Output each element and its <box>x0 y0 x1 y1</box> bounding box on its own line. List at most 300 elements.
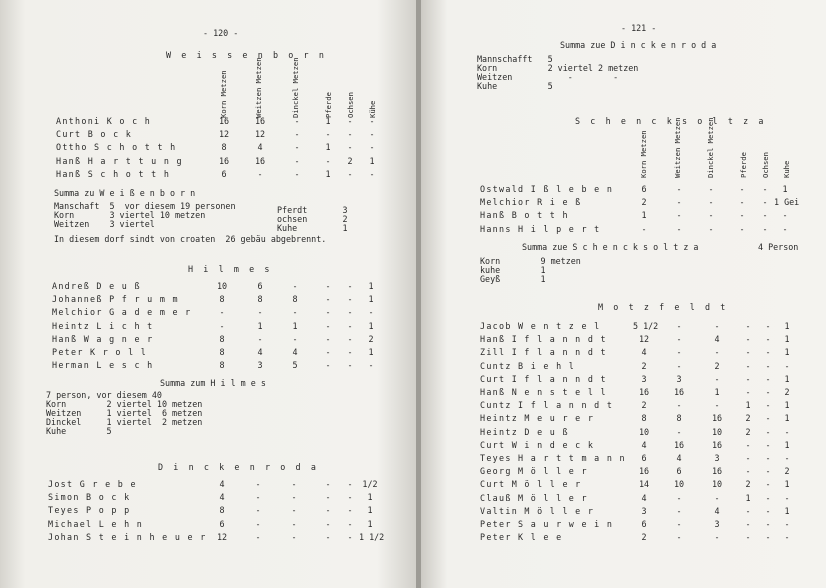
row-name: Heintz D e u ß <box>480 426 569 437</box>
row-name: Michael L e h n <box>48 518 144 529</box>
cell-value: - <box>676 334 682 345</box>
cell-value: - <box>347 116 353 126</box>
cell-value: 1 <box>784 373 790 384</box>
cell-value: 8 <box>221 142 227 153</box>
cell-value: - <box>765 439 771 450</box>
cell-value: 2 <box>745 479 751 490</box>
cell-value: - <box>762 223 768 234</box>
cell-value: - <box>347 531 353 542</box>
cell-value: 4 <box>641 439 647 450</box>
column-header: Ochsen <box>761 152 770 178</box>
cell-value: 1 <box>745 492 751 503</box>
cell-value: - <box>325 320 331 331</box>
cell-value: 1 <box>325 168 331 179</box>
column-header: Dinckel Metzen <box>291 57 300 118</box>
cell-value: 10 <box>711 479 723 490</box>
cell-value: 1 <box>784 413 790 424</box>
cell-value: 2 <box>368 333 374 344</box>
cell-value: - <box>291 492 297 503</box>
cell-value: - <box>255 479 261 489</box>
cell-value: - <box>347 505 353 516</box>
cell-value: - <box>347 142 353 153</box>
cell-value: 4 <box>714 505 720 516</box>
cell-value: - <box>294 142 300 153</box>
cell-value: 16 <box>711 413 723 424</box>
cell-value: - <box>739 184 745 194</box>
cell-value: - <box>739 223 745 234</box>
cell-value: 1 <box>368 347 374 357</box>
cell-value: - <box>765 373 771 384</box>
cell-value: - <box>676 347 682 358</box>
cell-value: - <box>762 197 768 208</box>
cell-value: - <box>762 184 768 194</box>
cell-value: 2 <box>641 360 647 371</box>
cell-value: - <box>708 210 714 221</box>
row-name: Melchior G a d e m e r <box>52 307 192 318</box>
row-name: Georg M ö l l e r <box>480 466 588 477</box>
cell-value: 8 <box>641 413 647 424</box>
column-header: Pferde <box>324 92 333 118</box>
book-gutter <box>416 0 421 588</box>
cell-value: 1 <box>784 347 790 358</box>
summa-line: Kuhe 5 <box>46 426 112 436</box>
cell-value: - <box>708 197 714 208</box>
cell-value: - <box>765 413 771 424</box>
cell-value: 3 <box>641 505 647 516</box>
cell-value: - <box>219 320 225 331</box>
cell-value: 4 <box>257 142 263 153</box>
cell-value: 6 <box>676 466 682 477</box>
cell-value: - <box>714 492 720 503</box>
cell-value: 16 <box>638 387 650 397</box>
row-name: Curt M ö l l e r <box>480 479 582 490</box>
cell-value: 14 <box>638 479 650 490</box>
summa-line: Weitzen - - <box>477 72 619 82</box>
cell-value: 2 <box>745 426 751 437</box>
cell-value: 2 <box>641 400 647 411</box>
cell-value: 1 <box>368 281 374 291</box>
cell-value: - <box>676 321 682 331</box>
cell-value: - <box>739 197 745 208</box>
cell-value: - <box>369 116 375 126</box>
cell-value: - <box>257 168 263 179</box>
cell-value: 8 <box>219 347 225 357</box>
row-name: Simon B o c k <box>48 492 131 503</box>
cell-value: - <box>745 439 751 450</box>
cell-value: - <box>292 333 298 344</box>
row-name: Hanß I f l a n n d t <box>480 334 607 345</box>
summa-line: Manschaft 5 vor diesem 19 personen <box>54 201 236 211</box>
row-name: Jost G r e b e <box>48 479 137 489</box>
cell-value: 4 <box>292 347 298 357</box>
cell-value: 16 <box>254 116 266 126</box>
cell-value: - <box>765 519 771 529</box>
cell-value: - <box>676 223 682 234</box>
cell-value: 1 <box>782 184 788 194</box>
row-name: Valtin M ö l l e r <box>480 505 595 516</box>
cell-value: 4 <box>714 334 720 345</box>
cell-value: 8 <box>219 333 225 344</box>
note-text: In diesem dorf sindt von croaten 26 gebäu abgebrennt. <box>54 234 327 244</box>
cell-value: - <box>325 307 331 318</box>
row-name: Heintz L i c h t <box>52 320 154 331</box>
cell-value: 10 <box>216 281 228 291</box>
cell-value: 12 <box>216 531 228 542</box>
row-name: Peter K r o l l <box>52 347 148 357</box>
cell-value: 1 <box>784 334 790 345</box>
cell-value: - <box>325 518 331 529</box>
cell-value: 1 <box>745 400 751 411</box>
cell-value: - <box>745 387 751 397</box>
row-name: Curt B o c k <box>56 129 133 140</box>
cell-value: 10 <box>638 426 650 437</box>
cell-value: - <box>765 426 771 437</box>
cell-value: 16 <box>218 116 230 126</box>
summa-line: 7 person, vor diesem 40 <box>46 390 162 400</box>
cell-value: 8 <box>676 413 682 424</box>
cell-value: 1 <box>367 492 373 503</box>
cell-value: - <box>294 155 300 166</box>
cell-value: - <box>291 531 297 542</box>
cell-value: 1 <box>714 387 720 397</box>
cell-value: - <box>765 505 771 516</box>
summa-right-line: ochsen 2 <box>277 214 348 224</box>
cell-value: - <box>745 373 751 384</box>
cell-value: - <box>714 532 720 543</box>
cell-value: - <box>784 360 790 371</box>
row-name: Curt I f l a n n d t <box>480 373 607 384</box>
cell-value: - <box>325 479 331 489</box>
section-title-hilmes: H i l m e s <box>188 264 273 274</box>
cell-value: - <box>676 532 682 543</box>
cell-value: - <box>782 210 788 221</box>
cell-value: - <box>745 334 751 345</box>
summa-line: Mannschafft 5 <box>477 54 553 64</box>
cell-value: 16 <box>218 155 230 166</box>
cell-value: - <box>708 184 714 194</box>
cell-value: - <box>369 168 375 179</box>
cell-value: 1 <box>292 320 298 331</box>
cell-value: 16 <box>254 155 266 166</box>
cell-value: 1 <box>367 518 373 529</box>
row-name: Jacob W e n t z e l <box>480 321 601 331</box>
cell-value: - <box>255 531 261 542</box>
cell-value: 8 <box>219 505 225 516</box>
row-name: Curt W i n d e c k <box>480 439 595 450</box>
cell-value: 8 <box>257 294 263 305</box>
cell-value: 1 <box>641 210 647 221</box>
row-name: Cuntz I f l a n n d t <box>480 400 614 411</box>
row-name: Hanß B o t t h <box>480 210 569 221</box>
cell-value: 3 <box>257 360 263 371</box>
cell-value: - <box>325 155 331 166</box>
cell-value: - <box>347 518 353 529</box>
cell-value: - <box>325 492 331 503</box>
cell-value: - <box>714 321 720 331</box>
cell-value: 8 <box>219 294 225 305</box>
cell-value: - <box>765 387 771 397</box>
cell-value: - <box>347 129 353 140</box>
cell-value: 1 <box>784 439 790 450</box>
cell-value: 2 <box>745 413 751 424</box>
cell-value: - <box>676 426 682 437</box>
cell-value: 1 <box>325 142 331 153</box>
cell-value: - <box>347 281 353 291</box>
cell-value: - <box>765 400 771 411</box>
cell-value: - <box>291 479 297 489</box>
cell-value: 4 <box>219 492 225 503</box>
cell-value: - <box>255 518 261 529</box>
cell-value: - <box>676 360 682 371</box>
cell-value: - <box>257 333 263 344</box>
section-title-schenckssoltza: S c h e n c k s o l t z a <box>575 116 767 126</box>
row-name: Cuntz B i e h l <box>480 360 576 371</box>
cell-value: - <box>784 426 790 437</box>
cell-value: 1 <box>784 505 790 516</box>
row-name: Melchior R i e ß <box>480 197 582 208</box>
cell-value: - <box>676 492 682 503</box>
cell-value: - <box>347 333 353 344</box>
row-name: Hanß H a r t t u n g <box>56 155 183 166</box>
cell-value: - <box>368 307 374 318</box>
cell-value: 12 <box>254 129 266 140</box>
cell-value: - <box>745 321 751 331</box>
cell-value: - <box>369 142 375 153</box>
summa-line: Korn 3 viertel 10 metzen <box>54 210 206 220</box>
cell-value: 4 <box>641 347 647 358</box>
cell-value: 2 <box>714 360 720 371</box>
row-name: Andreß D e u ß <box>52 281 141 291</box>
cell-value: 2 <box>641 197 647 208</box>
cell-value: - <box>368 360 374 371</box>
cell-value: 3 <box>714 519 720 529</box>
cell-value: - <box>739 210 745 221</box>
cell-value: - <box>347 168 353 179</box>
cell-value: - <box>347 492 353 503</box>
summa-line: Korn 9 metzen <box>480 256 581 266</box>
cell-value: - <box>784 492 790 503</box>
cell-value: 12 <box>218 129 230 140</box>
cell-value: - <box>325 347 331 357</box>
cell-value: - <box>765 453 771 463</box>
cell-value: 1 Gei <box>774 197 800 208</box>
row-name: Heintz M e u r e r <box>480 413 595 424</box>
column-header: Ochsen <box>346 92 355 118</box>
cell-value: - <box>347 360 353 371</box>
page-number-left: - 120 - <box>203 28 239 38</box>
cell-value: 4 <box>257 347 263 357</box>
cell-value: - <box>676 210 682 221</box>
cell-value: - <box>765 492 771 503</box>
cell-value: 5 <box>292 360 298 371</box>
cell-value: - <box>641 223 647 234</box>
cell-value: - <box>714 400 720 411</box>
summa-title-weissenborn: Summa zu W e i ß e n b o r n <box>54 188 196 198</box>
summa-right-line: Pferdt 3 <box>277 205 348 215</box>
row-name: Teyes P o p p <box>48 505 131 516</box>
cell-value: - <box>347 347 353 357</box>
cell-value: - <box>347 320 353 331</box>
summa-line: Kuhe 5 <box>477 81 553 91</box>
cell-value: - <box>745 347 751 358</box>
cell-value: - <box>325 333 331 344</box>
row-name: Hanß W a g n e r <box>52 333 154 344</box>
cell-value: - <box>291 518 297 529</box>
cell-value: - <box>745 466 751 477</box>
cell-value: - <box>325 505 331 516</box>
cell-value: 2 <box>784 387 790 397</box>
cell-value: 8 <box>292 294 298 305</box>
cell-value: - <box>291 505 297 516</box>
row-name: Hanß N e n s t e l l <box>480 387 607 397</box>
row-name: Herman L e s c h <box>52 360 154 371</box>
cell-value: 5 1/2 <box>633 321 659 331</box>
cell-value: - <box>676 505 682 516</box>
column-header: Kühe <box>368 100 377 118</box>
cell-value: - <box>745 519 751 529</box>
row-name: Johan S t e i n h e u e r <box>48 531 207 542</box>
cell-value: - <box>765 334 771 345</box>
cell-value: - <box>745 532 751 543</box>
cell-value: 10 <box>711 426 723 437</box>
row-name: Peter S a u r w e i n <box>480 519 614 529</box>
cell-value: 10 <box>673 479 685 490</box>
cell-value: 6 <box>641 453 647 463</box>
cell-value: 2 <box>784 466 790 477</box>
row-name: Zill I f l a n n d t <box>480 347 607 358</box>
column-header: Weitzen Metzen <box>673 117 682 178</box>
cell-value: - <box>294 116 300 126</box>
column-header: Kuhe <box>782 160 791 178</box>
cell-value: - <box>294 168 300 179</box>
cell-value: 16 <box>673 387 685 397</box>
column-header: Weitzen Metzen <box>254 57 263 118</box>
cell-value: 1 <box>367 505 373 516</box>
cell-value: 3 <box>641 373 647 384</box>
cell-value: - <box>745 453 751 463</box>
cell-value: - <box>255 505 261 516</box>
section-title-weissenborn: W e i s s e n b o r n <box>166 50 327 60</box>
summa-line: Dinckel 1 viertel 2 metzen <box>46 417 203 427</box>
cell-value: - <box>325 129 331 140</box>
cell-value: - <box>325 294 331 305</box>
cell-value: 2 <box>641 532 647 543</box>
cell-value: - <box>676 197 682 208</box>
cell-value: 1 <box>784 321 790 331</box>
cell-value: - <box>292 281 298 291</box>
cell-value: 16 <box>673 439 685 450</box>
cell-value: - <box>765 479 771 490</box>
cell-value: - <box>255 492 261 503</box>
cell-value: - <box>257 307 263 318</box>
cell-value: - <box>676 184 682 194</box>
cell-value: - <box>347 479 353 489</box>
cell-value: - <box>762 210 768 221</box>
cell-value: 1 <box>784 479 790 490</box>
cell-value: - <box>676 400 682 411</box>
cell-value: - <box>369 129 375 140</box>
summa-right-line: Kuhe 1 <box>277 223 348 233</box>
cell-value: 3 <box>714 453 720 463</box>
cell-value: - <box>714 347 720 358</box>
cell-value: - <box>325 281 331 291</box>
cell-value: 1 <box>784 400 790 411</box>
cell-value: - <box>745 505 751 516</box>
summa-count: 4 Person <box>758 242 799 252</box>
cell-value: - <box>765 466 771 477</box>
cell-value: 6 <box>219 518 225 529</box>
cell-value: 3 <box>676 373 682 384</box>
cell-value: 4 <box>641 492 647 503</box>
cell-value: - <box>676 519 682 529</box>
row-name: Johanneß P f r u m m <box>52 294 179 305</box>
row-name: Peter K l e e <box>480 532 563 543</box>
cell-value: - <box>325 360 331 371</box>
cell-value: 12 <box>638 334 650 345</box>
cell-value: 1 1/2 <box>359 531 385 542</box>
cell-value: 2 <box>347 155 353 166</box>
summa-line: Korn 2 viertel 10 metzen <box>46 399 203 409</box>
cell-value: 6 <box>641 519 647 529</box>
summa-line: Weitzen 3 viertel <box>54 219 155 229</box>
cell-value: 1 <box>369 155 375 166</box>
cell-value: 1 <box>368 320 374 331</box>
cell-value: 6 <box>221 168 227 179</box>
summa-line: Geyß 1 <box>480 274 546 284</box>
cell-value: 1 <box>257 320 263 331</box>
row-name: Anthoni K o c h <box>56 116 152 126</box>
cell-value: 6 <box>641 184 647 194</box>
cell-value: - <box>782 223 788 234</box>
row-name: Hanns H i l p e r t <box>480 223 601 234</box>
cell-value: - <box>219 307 225 318</box>
summa-line: kuhe 1 <box>480 265 546 275</box>
row-name: Teyes H a r t t m a n n <box>480 453 626 463</box>
row-name: Hanß S c h o t t h <box>56 168 171 179</box>
column-header: Korn Metzen <box>639 130 648 178</box>
cell-value: 4 <box>676 453 682 463</box>
row-name: Ottho S c h o t t h <box>56 142 177 153</box>
cell-value: - <box>765 360 771 371</box>
page-number-right: - 121 - <box>621 23 657 33</box>
cell-value: 6 <box>257 281 263 291</box>
cell-value: 4 <box>219 479 225 489</box>
cell-value: 16 <box>711 439 723 450</box>
cell-value: - <box>325 531 331 542</box>
section-title-motzfeldt: M o t z f e l d t <box>598 302 728 312</box>
column-header: Korn Metzen <box>219 70 228 118</box>
summa-title-schenckssoltza: Summa zue S c h e n c k s o l t z a <box>522 242 699 252</box>
column-header: Pferde <box>739 152 748 178</box>
cell-value: - <box>347 307 353 318</box>
cell-value: - <box>784 453 790 463</box>
cell-value: - <box>784 519 790 529</box>
summa-title-hilmes: Summa zum H i l m e s <box>160 378 266 388</box>
cell-value: - <box>765 321 771 331</box>
cell-value: - <box>714 373 720 384</box>
cell-value: - <box>708 223 714 234</box>
section-title-dinckenroda: D i n c k e n r o d a <box>158 462 319 472</box>
cell-value: 8 <box>219 360 225 371</box>
cell-value: - <box>784 532 790 543</box>
column-header: Dinckel Metzen <box>706 117 715 178</box>
summa-title-dinckenroda: Summa zue D i n c k e n r o d a <box>560 40 717 50</box>
cell-value: - <box>745 360 751 371</box>
cell-value: - <box>347 294 353 305</box>
summa-line: Weitzen 1 viertel 6 metzen <box>46 408 203 418</box>
cell-value: - <box>765 532 771 543</box>
cell-value: 1/2 <box>362 479 378 489</box>
